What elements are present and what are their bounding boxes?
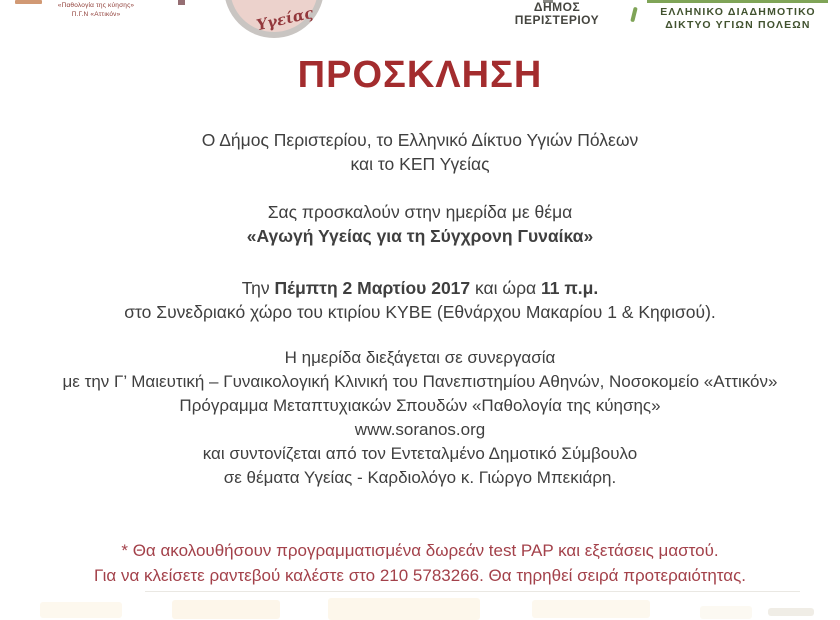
footer-logo-fragment bbox=[532, 600, 650, 618]
hosts-paragraph bbox=[0, 128, 840, 176]
hosts-line2: και το ΚΕΠ Υγείας bbox=[350, 154, 490, 174]
footer-logo-fragment bbox=[40, 602, 122, 618]
date-prefix: Την bbox=[241, 278, 275, 298]
healthy-cities-network-logo bbox=[643, 6, 833, 31]
venue-line: στο Συνεδριακό χώρο του κτιρίου ΚΥΒΕ (Εθνάρχου Μακαρίου 1 & Κηφισού). bbox=[124, 302, 716, 322]
footer-logo-fragment bbox=[768, 608, 814, 616]
attikon-logo-line2: Π.Γ.Ν «Αττικόν» bbox=[71, 11, 121, 18]
municipality-name-line1: ΔΗΜΟΣ bbox=[533, 0, 581, 14]
event-date: Πέμπτη 2 Μαρτίου 2017 bbox=[274, 278, 471, 298]
footer-logo-fragment bbox=[172, 600, 280, 619]
kep-ygeias-logo bbox=[224, 0, 324, 38]
coordinator-line2: σε θέματα Υγείας - Καρδιολόγο κ. Γιώργο Μπεκιάρη. bbox=[223, 468, 617, 487]
footnote-line2: Για να κλείσετε ραντεβού καλέστε στο 210 5783266. Θα τηρηθεί σειρά προτεραιότητας. bbox=[93, 566, 747, 585]
kep-ygeias-logo-label: Υγείας bbox=[254, 3, 315, 35]
coordinator-line1: και συντονίζεται από τον Εντεταλμένο Δημοτικό Σύμβουλο bbox=[202, 444, 638, 463]
footer-divider bbox=[145, 591, 800, 592]
invite-paragraph bbox=[0, 200, 840, 248]
invite-line: Σας προσκαλούν στην ημερίδα με θέμα bbox=[267, 202, 573, 222]
network-logo-leaf-icon bbox=[630, 7, 638, 23]
municipality-name-line2: ΠΕΡΙΣΤΕΡΙΟΥ bbox=[514, 13, 600, 27]
network-name-line1: ΕΛΛΗΝΙΚΟ ΔΙΑΔΗΜΟΤΙΚΟ bbox=[660, 6, 816, 18]
page-title: ΠΡΟΣΚΛΗΣΗ bbox=[297, 54, 543, 96]
cropped-logo-fragment bbox=[178, 0, 185, 5]
network-logo-bar bbox=[647, 0, 828, 3]
collab-line3: Πρόγραμμα Μεταπτυχιακών Σπουδών «Παθολογία της κύησης» bbox=[179, 396, 661, 415]
network-name-line2: ΔΙΚΤΥΟ ΥΓΙΩΝ ΠΟΛΕΩΝ bbox=[665, 18, 811, 31]
event-theme: «Αγωγή Υγείας για τη Σύγχρονη Γυναίκα» bbox=[246, 226, 594, 246]
datetime-paragraph bbox=[0, 276, 840, 324]
municipality-logo bbox=[502, 1, 612, 27]
event-time: 11 π.μ. bbox=[541, 278, 599, 298]
footnote-line1: * Θα ακολουθήσουν προγραμματισμένα δωρεάν test PAP και εξετάσεις μαστού. bbox=[121, 541, 719, 560]
website-link: www.soranos.org bbox=[354, 420, 486, 439]
date-line bbox=[0, 276, 840, 300]
date-middle: και ώρα bbox=[470, 278, 542, 298]
footnote-paragraph bbox=[0, 538, 840, 588]
collab-line2: με την Γ’ Μαιευτική – Γυναικολογική Κλινική του Πανεπιστημίου Αθηνών, Νοσοκομείο «Αττικόν» bbox=[62, 372, 778, 391]
footer-logo-fragment bbox=[700, 606, 752, 619]
footer-logo-fragment bbox=[328, 598, 480, 620]
collab-line1: Η ημερίδα διεξάγεται σε συνεργασία bbox=[284, 348, 556, 367]
collaboration-paragraph bbox=[0, 346, 840, 490]
attikon-logo bbox=[38, 1, 154, 19]
attikon-logo-line1: «Παθολογία της κύησης» bbox=[57, 2, 135, 9]
hosts-line1: Ο Δήμος Περιστερίου, το Ελληνικό Δίκτυο Υγιών Πόλεων bbox=[201, 130, 639, 150]
